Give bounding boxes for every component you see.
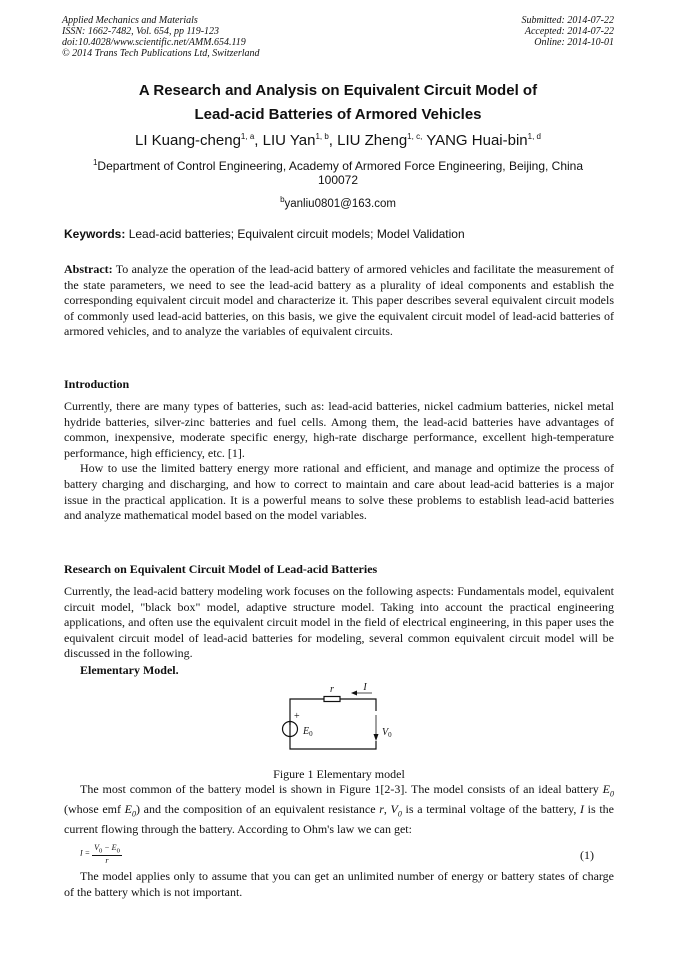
author-email: $^b$yanliu0801@163.com [280, 195, 396, 210]
equation-1-number: (1) [580, 848, 594, 862]
current-arrow-head [351, 691, 357, 696]
affiliation-line-1: Department of Control Engineering, Academy of Armored Force Engineering, Beijing, China [97, 159, 584, 173]
affiliation-line-2: 100072 [317, 173, 359, 187]
dates-meta [522, 15, 615, 48]
paragraph: The model applies only to assume that you can get an unlimited number of energy or battery states of charge of the battery which is not important. [64, 869, 614, 899]
abstract [64, 262, 614, 340]
online-date: Online: 2014-10-01 [534, 37, 614, 48]
author-sup: 1, b [315, 132, 329, 141]
subheading-elementary-model: Elementary Model. [80, 663, 179, 677]
paper-title-line-1: A Research and Analysis on Equivalent Circuit Model of [138, 82, 538, 99]
journal-name: Applied Mechanics and Materials [62, 15, 198, 26]
current-label: I [363, 683, 367, 693]
plus-sign: + [294, 711, 300, 722]
paragraph: Currently, the lead-acid battery modeling work focuses on the following aspects: Fundamentals model, equivalent circuit model, "black box" model, adaptive structure model. Taking into account the practical engineering applications, and often use the equivalent circuit model in the field of electrical engineering, in this paper uses the equivalent circuit model of lead-acid batteries for modeling, several common equivalent circuit model will be discussed in the following. [64, 584, 614, 661]
author-name: LIU Zheng [337, 132, 408, 149]
paragraph: Currently, there are many types of batteries, such as: lead-acid batteries, nickel cadmium batteries, nickel metal hydride batteries, silver-zinc batteries and fuel cells. Among them, the lead-acid batteries have advantages of common, inexpensive, moderate specific energy, high-rate discharge performance, excellent high-temperature performance, high efficiency, etc. [1]. [64, 399, 614, 460]
submitted-date: Submitted: 2014-07-22 [521, 15, 614, 26]
abstract-text: To analyze the operation of the lead-acid battery of armored vehicles and facilitate the measurement of the state parameters, we need to see the lead-acid battery as a plurality of ideal components and establish the corresponding equivalent circuit model and characterize it. This paper describes several equivalent circuit models of commonly used lead-acid batteries, on this basis, we give the equivalent circuit model of lead-acid batteries of armored vehicles, and to analyze the variables of equivalent circuits. [64, 262, 614, 339]
paper-title-line-2: Lead-acid Batteries of Armored Vehicles [194, 106, 482, 123]
abstract-label: Abstract: [64, 262, 113, 276]
keywords-text: Lead-acid batteries; Equivalent circuit models; Model Validation [125, 227, 465, 241]
emf-label: $E_0$ [303, 726, 313, 738]
voltage-label: $V_0$ [382, 727, 392, 739]
research-body [64, 584, 614, 662]
accepted-date: Accepted: 2014-07-22 [524, 26, 614, 37]
author-name: LIU Yan [262, 132, 316, 149]
author-sup: 1, d [527, 132, 541, 141]
author-sup: 1, a [240, 132, 255, 141]
doi-line: doi:10.4028/www.scientific.net/AMM.654.119 [62, 37, 246, 48]
author-list: LI Kuang-cheng$^{1, a}$, LIU Yan$^{1, b}$, LIU Zheng$^{1, c,}$ YANG Huai-bin$^{1, d}$ [135, 132, 541, 149]
keywords [64, 227, 614, 241]
copyright-line: © 2014 Trans Tech Publications Ltd, Switzerland [62, 48, 260, 59]
section-heading-research: Research on Equivalent Circuit Model of Lead-acid Batteries [64, 562, 378, 576]
paragraph: How to use the limited battery energy more rational and efficient, and manage and optimize the process of battery charging and discharging, and how to correct to maintain and care about lead-acid batteries is a major issue in the practical application. It is a powerful means to solve these problems to establish lead-acid batteries and analyze mathematical model based on the model variables. [64, 461, 614, 523]
issn-line: ISSN: 1662-7482, Vol. 654, pp 119-123 [62, 26, 220, 37]
author-name: YANG Huai-bin [426, 132, 528, 149]
paragraph: The most common of the battery model is shown in Figure 1[2-3]. The model consists of an ideal battery $E_0$ (whose emf $E_0$) and the composition of an equivalent resistance r, $V_0$ is a terminal voltage of the battery, I is the current flowing through the battery. According to Ohm's law we can get: [64, 782, 615, 836]
model-limitation [64, 869, 614, 900]
figure-1-caption: Figure 1 Elementary model [273, 767, 405, 781]
author-name: LI Kuang-cheng [135, 132, 241, 149]
circuit-wire [290, 737, 376, 750]
keywords-label: Keywords: [64, 227, 126, 241]
introduction-body [64, 399, 614, 524]
voltage-arrow-head [374, 734, 379, 741]
circuit-wire [340, 699, 376, 711]
author-sup: 1, c, [407, 132, 423, 141]
email-address: yanliu0801@163.com [284, 197, 396, 210]
figure-1-discussion [64, 782, 614, 838]
resistor-label: r [330, 684, 334, 695]
resistor-symbol [324, 697, 340, 702]
equation-1: I = $\frac{V_0 - E_0}{r}$ [80, 843, 120, 865]
journal-meta [62, 15, 260, 59]
affiliation: $^1$Department of Control Engineering, Academy of Armored Force Engineering, Beijing, China 100072 [60, 156, 616, 187]
section-heading-introduction: Introduction [64, 377, 130, 391]
figure-1-circuit [276, 683, 411, 766]
